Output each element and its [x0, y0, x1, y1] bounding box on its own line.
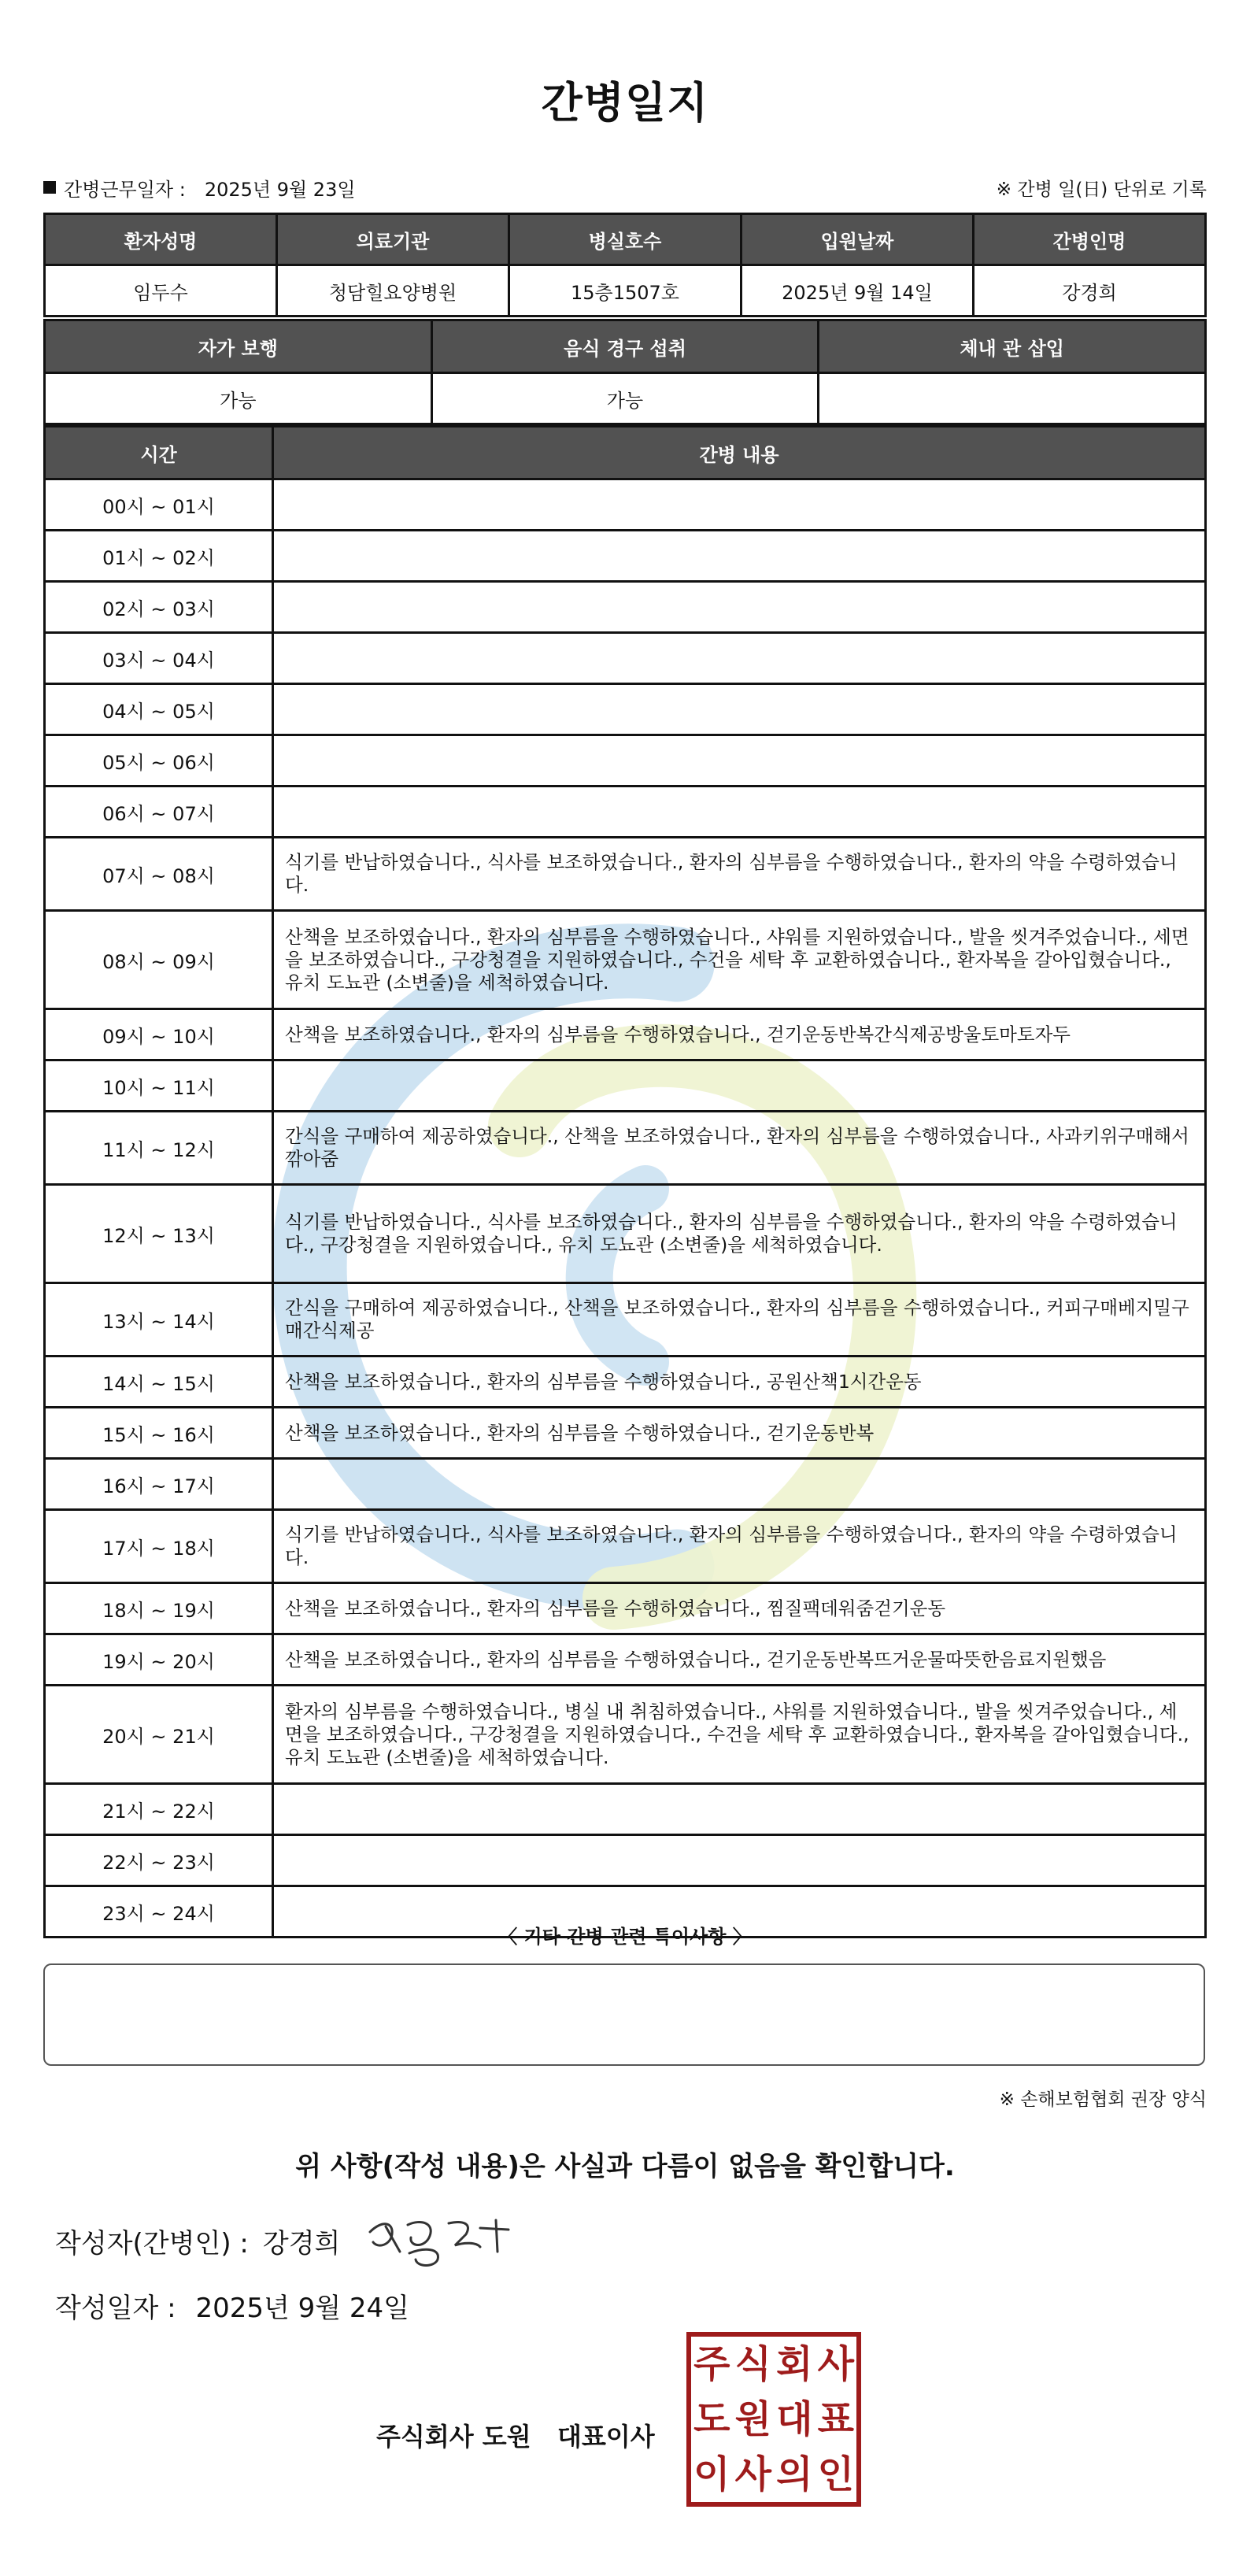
care-content[interactable] — [273, 786, 1206, 838]
time-slot: 03시 ~ 04시 — [45, 633, 273, 684]
writer-label: 작성자(간병인) : — [55, 2228, 249, 2260]
time-slot: 14시 ~ 15시 — [45, 1356, 273, 1408]
tube-insertion-value — [819, 373, 1206, 424]
care-content[interactable]: 간식을 구매하여 제공하였습니다., 산책을 보조하였습니다., 환자의 심부름을 수행하였습니다., 사과키위구매해서깎아줌 — [273, 1112, 1206, 1185]
caregiver-name: 강경희 — [974, 265, 1206, 316]
time-slot: 11시 ~ 12시 — [45, 1112, 273, 1185]
seal-character: 주 — [693, 2342, 730, 2386]
time-slot: 23시 ~ 24시 — [45, 1886, 273, 1938]
care-content[interactable]: 환자의 심부름을 수행하였습니다., 병실 내 취침하였습니다., 샤워를 지원하였습니다., 발을 씻겨주었습니다., 세면을 보조하였습니다., 구강청결을 지원하였습니다., 수건을 세탁 후 교환하였습니다., 환자복을 갈아입혔습니다., 유치 도뇨관 (소변줄)을 세척하였습니다. — [273, 1686, 1206, 1784]
header-caregiver: 간병인명 — [974, 214, 1206, 265]
table-row — [45, 838, 1206, 911]
time-slot: 07시 ~ 08시 — [45, 838, 273, 911]
table-row — [45, 1283, 1206, 1356]
header-self-walking: 자가 보행 — [45, 320, 432, 373]
time-slot: 10시 ~ 11시 — [45, 1060, 273, 1112]
time-slot: 20시 ~ 21시 — [45, 1686, 273, 1784]
care-content[interactable] — [273, 1784, 1206, 1835]
patient-name: 임두수 — [45, 265, 277, 316]
care-content[interactable]: 식기를 반납하였습니다., 식사를 보조하였습니다., 환자의 심부름을 수행하였습니다., 환자의 약을 수령하였습니다. — [273, 838, 1206, 911]
seal-character: 인 — [817, 2452, 854, 2496]
written-date-line — [55, 2286, 409, 2325]
ability-table — [43, 319, 1207, 425]
ability-header-row — [45, 320, 1206, 373]
table-row — [45, 684, 1206, 735]
company-representative: 주식회사 도원 대표이사 — [376, 2422, 655, 2452]
care-content[interactable] — [273, 531, 1206, 582]
time-slot: 18시 ~ 19시 — [45, 1583, 273, 1634]
form-note: ※ 손해보험협회 권장 양식 — [999, 2089, 1207, 2110]
ability-value-row — [45, 373, 1206, 424]
room-number: 15층1507호 — [509, 265, 741, 316]
care-content[interactable] — [273, 735, 1206, 786]
care-content[interactable]: 산책을 보조하였습니다., 환자의 심부름을 수행하였습니다., 샤워를 지원하였습니다., 발을 씻겨주었습니다., 세면을 보조하였습니다., 구강청결을 지원하였습니다., 수건을 세탁 후 교환하였습니다., 환자복을 갈아입혔습니다., 유치 도뇨관 (소변줄)을 세척하였습니다. — [273, 911, 1206, 1009]
header-tube-insertion: 체내 관 삽입 — [819, 320, 1206, 373]
care-log-header-row — [45, 427, 1206, 479]
time-slot: 02시 ~ 03시 — [45, 582, 273, 633]
header-time: 시간 — [45, 427, 273, 479]
admission-date: 2025년 9월 14일 — [741, 265, 974, 316]
seal-character: 이 — [693, 2452, 730, 2496]
care-content[interactable] — [273, 1835, 1206, 1886]
care-content[interactable] — [273, 633, 1206, 684]
table-row — [45, 1686, 1206, 1784]
work-date-label: 간병근무일자 : — [64, 178, 186, 201]
care-content[interactable]: 산책을 보조하였습니다., 환자의 심부름을 수행하였습니다., 걷기운동반복 — [273, 1408, 1206, 1459]
care-content[interactable] — [273, 582, 1206, 633]
care-content[interactable]: 산책을 보조하였습니다., 환자의 심부름을 수행하였습니다., 찜질팩데워줌걷기운동 — [273, 1583, 1206, 1634]
table-row — [45, 1009, 1206, 1060]
company-seal — [686, 2332, 861, 2507]
work-date-value: 2025년 9월 23일 — [204, 178, 356, 201]
time-slot: 19시 ~ 20시 — [45, 1634, 273, 1686]
record-unit-note: ※ 간병 일(日) 단위로 기록 — [996, 179, 1207, 200]
time-slot: 01시 ~ 02시 — [45, 531, 273, 582]
care-content[interactable]: 산책을 보조하였습니다., 환자의 심부름을 수행하였습니다., 공원산책1시간운동 — [273, 1356, 1206, 1408]
time-slot: 17시 ~ 18시 — [45, 1510, 273, 1583]
table-row — [45, 735, 1206, 786]
header-care-content: 간병 내용 — [273, 427, 1206, 479]
table-row — [45, 1459, 1206, 1510]
care-content[interactable] — [273, 684, 1206, 735]
oral-intake-value: 가능 — [431, 373, 819, 424]
care-content[interactable] — [273, 479, 1206, 531]
table-row — [45, 1185, 1206, 1283]
meta-row — [43, 172, 1207, 203]
hospital-name: 청담힐요양병원 — [277, 265, 509, 316]
time-slot: 12시 ~ 13시 — [45, 1185, 273, 1283]
written-date-label: 작성일자 : — [55, 2293, 176, 2324]
header-oral-intake: 음식 경구 섭취 — [431, 320, 819, 373]
time-slot: 09시 ~ 10시 — [45, 1009, 273, 1060]
table-row — [45, 633, 1206, 684]
table-row — [45, 1583, 1206, 1634]
time-slot: 04시 ~ 05시 — [45, 684, 273, 735]
time-slot: 16시 ~ 17시 — [45, 1459, 273, 1510]
care-content[interactable]: 식기를 반납하였습니다., 식사를 보조하였습니다., 환자의 심부름을 수행하였습니다., 환자의 약을 수령하였습니다. — [273, 1510, 1206, 1583]
seal-characters — [691, 2337, 856, 2502]
table-row — [45, 531, 1206, 582]
time-slot: 00시 ~ 01시 — [45, 479, 273, 531]
time-slot: 08시 ~ 09시 — [45, 911, 273, 1009]
writer-name: 강경희 — [262, 2228, 341, 2260]
care-content[interactable]: 산책을 보조하였습니다., 환자의 심부름을 수행하였습니다., 걷기운동반복간식제공방울토마토자두 — [273, 1009, 1206, 1060]
seal-character: 사 — [734, 2452, 771, 2496]
square-bullet-icon — [43, 181, 56, 194]
table-row — [45, 786, 1206, 838]
care-content[interactable] — [273, 1459, 1206, 1510]
header-hospital: 의료기관 — [277, 214, 509, 265]
table-row — [45, 479, 1206, 531]
header-admission-date: 입원날짜 — [741, 214, 974, 265]
work-date — [43, 174, 356, 202]
patient-info-header-row — [45, 214, 1206, 265]
confirmation-statement: 위 사항(작성 내용)은 사실과 다름이 없음을 확인합니다. — [295, 2151, 955, 2182]
self-walking-value: 가능 — [45, 373, 432, 424]
table-row — [45, 1634, 1206, 1686]
care-content[interactable]: 식기를 반납하였습니다., 식사를 보조하였습니다., 환자의 심부름을 수행하였습니다., 환자의 약을 수령하였습니다., 구강청결을 지원하였습니다., 유치 도뇨관 (소변줄)을 세척하였습니다. — [273, 1185, 1206, 1283]
patient-info-table — [43, 213, 1207, 317]
table-row — [45, 1835, 1206, 1886]
page-title: 간병일지 — [541, 78, 709, 128]
seal-character: 회 — [776, 2342, 813, 2386]
table-row — [45, 1356, 1206, 1408]
seal-character: 의 — [776, 2452, 813, 2496]
table-row — [45, 1510, 1206, 1583]
time-slot: 05시 ~ 06시 — [45, 735, 273, 786]
table-row — [45, 911, 1206, 1009]
care-content[interactable]: 간식을 구매하여 제공하였습니다., 산책을 보조하였습니다., 환자의 심부름을 수행하였습니다., 커피구매베지밀구매간식제공 — [273, 1283, 1206, 1356]
care-content[interactable] — [273, 1060, 1206, 1112]
remarks-box[interactable] — [43, 1963, 1205, 2066]
table-row — [45, 1060, 1206, 1112]
seal-character: 표 — [817, 2397, 854, 2441]
seal-character: 대 — [776, 2397, 813, 2441]
care-content[interactable]: 산책을 보조하였습니다., 환자의 심부름을 수행하였습니다., 걷기운동반복뜨거운물따뜻한음료지원했음 — [273, 1634, 1206, 1686]
seal-character: 도 — [693, 2397, 730, 2441]
seal-character: 원 — [734, 2397, 771, 2441]
written-date-value: 2025년 9월 24일 — [195, 2293, 410, 2324]
remarks-title: 〈 기타 간병 관련 특이사항 〉 — [498, 1926, 752, 1948]
time-slot: 06시 ~ 07시 — [45, 786, 273, 838]
time-slot: 22시 ~ 23시 — [45, 1835, 273, 1886]
table-row — [45, 1408, 1206, 1459]
table-row — [45, 1784, 1206, 1835]
time-slot: 15시 ~ 16시 — [45, 1408, 273, 1459]
seal-character: 식 — [734, 2342, 771, 2386]
header-room: 병실호수 — [509, 214, 741, 265]
writer-line — [55, 2222, 340, 2260]
time-slot: 13시 ~ 14시 — [45, 1283, 273, 1356]
signature-image — [362, 2197, 520, 2275]
table-row — [45, 582, 1206, 633]
patient-info-value-row — [45, 265, 1206, 316]
header-patient-name: 환자성명 — [45, 214, 277, 265]
time-slot: 21시 ~ 22시 — [45, 1784, 273, 1835]
seal-character: 사 — [817, 2342, 854, 2386]
table-row — [45, 1112, 1206, 1185]
care-log-table — [43, 425, 1207, 1938]
